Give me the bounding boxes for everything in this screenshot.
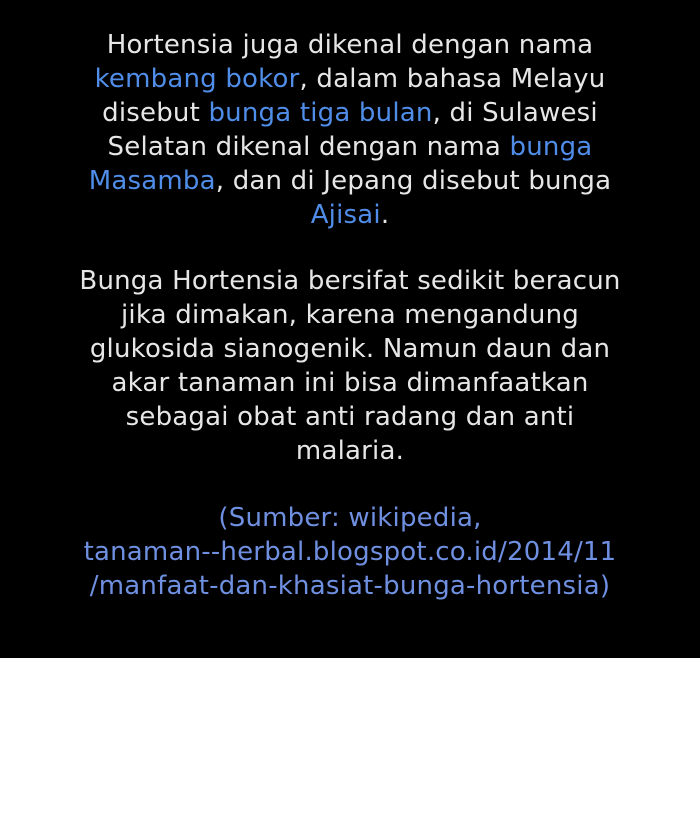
text-segment: disebut [102,98,200,128]
paragraph-line [30,164,670,198]
source-line: (Sumber: wikipedia, [218,503,482,533]
text-segment: Selatan dikenal dengan nama [107,132,502,162]
paragraph-line [30,198,670,232]
text-segment: , dalam bahasa Melayu [299,64,606,94]
paragraph-line [30,96,670,130]
text-segment: Hortensia juga dikenal dengan nama [106,30,594,60]
paragraph-line [30,62,670,96]
paragraph-line [30,130,670,164]
paragraph-line: akar tanaman ini bisa dimanfaatkan [111,368,589,398]
source-citation [30,501,670,603]
source-line: /manfaat-dan-khasiat-bunga-hortensia) [89,571,611,601]
paragraph-line: glukosida sianogenik. Namun daun dan [89,334,611,364]
paragraph-line: malaria. [295,436,405,466]
highlight-ajisai: Ajisai [310,200,381,230]
paragraph-line: jika dimakan, karena mengandung [121,300,579,330]
highlight-bunga-masamba-part2: Masamba [88,166,216,196]
paragraph-line [30,28,670,62]
paragraph-toxicity [30,264,670,468]
paragraph-names [30,28,670,232]
text-segment: , dan di Jepang disebut bunga [215,166,612,196]
text-segment: , di Sulawesi [432,98,598,128]
highlight-bunga-masamba-part1: bunga [509,132,593,162]
source-line: tanaman--herbal.blogspot.co.id/2014/11 [83,537,617,567]
highlight-bunga-tiga-bulan: bunga tiga bulan [208,98,433,128]
paragraph-line: sebagai obat anti radang dan anti [125,402,575,432]
text-segment: . [380,200,390,230]
highlight-kembang-bokor: kembang bokor [94,64,300,94]
paragraph-line: Bunga Hortensia bersifat sedikit beracun [79,266,621,296]
